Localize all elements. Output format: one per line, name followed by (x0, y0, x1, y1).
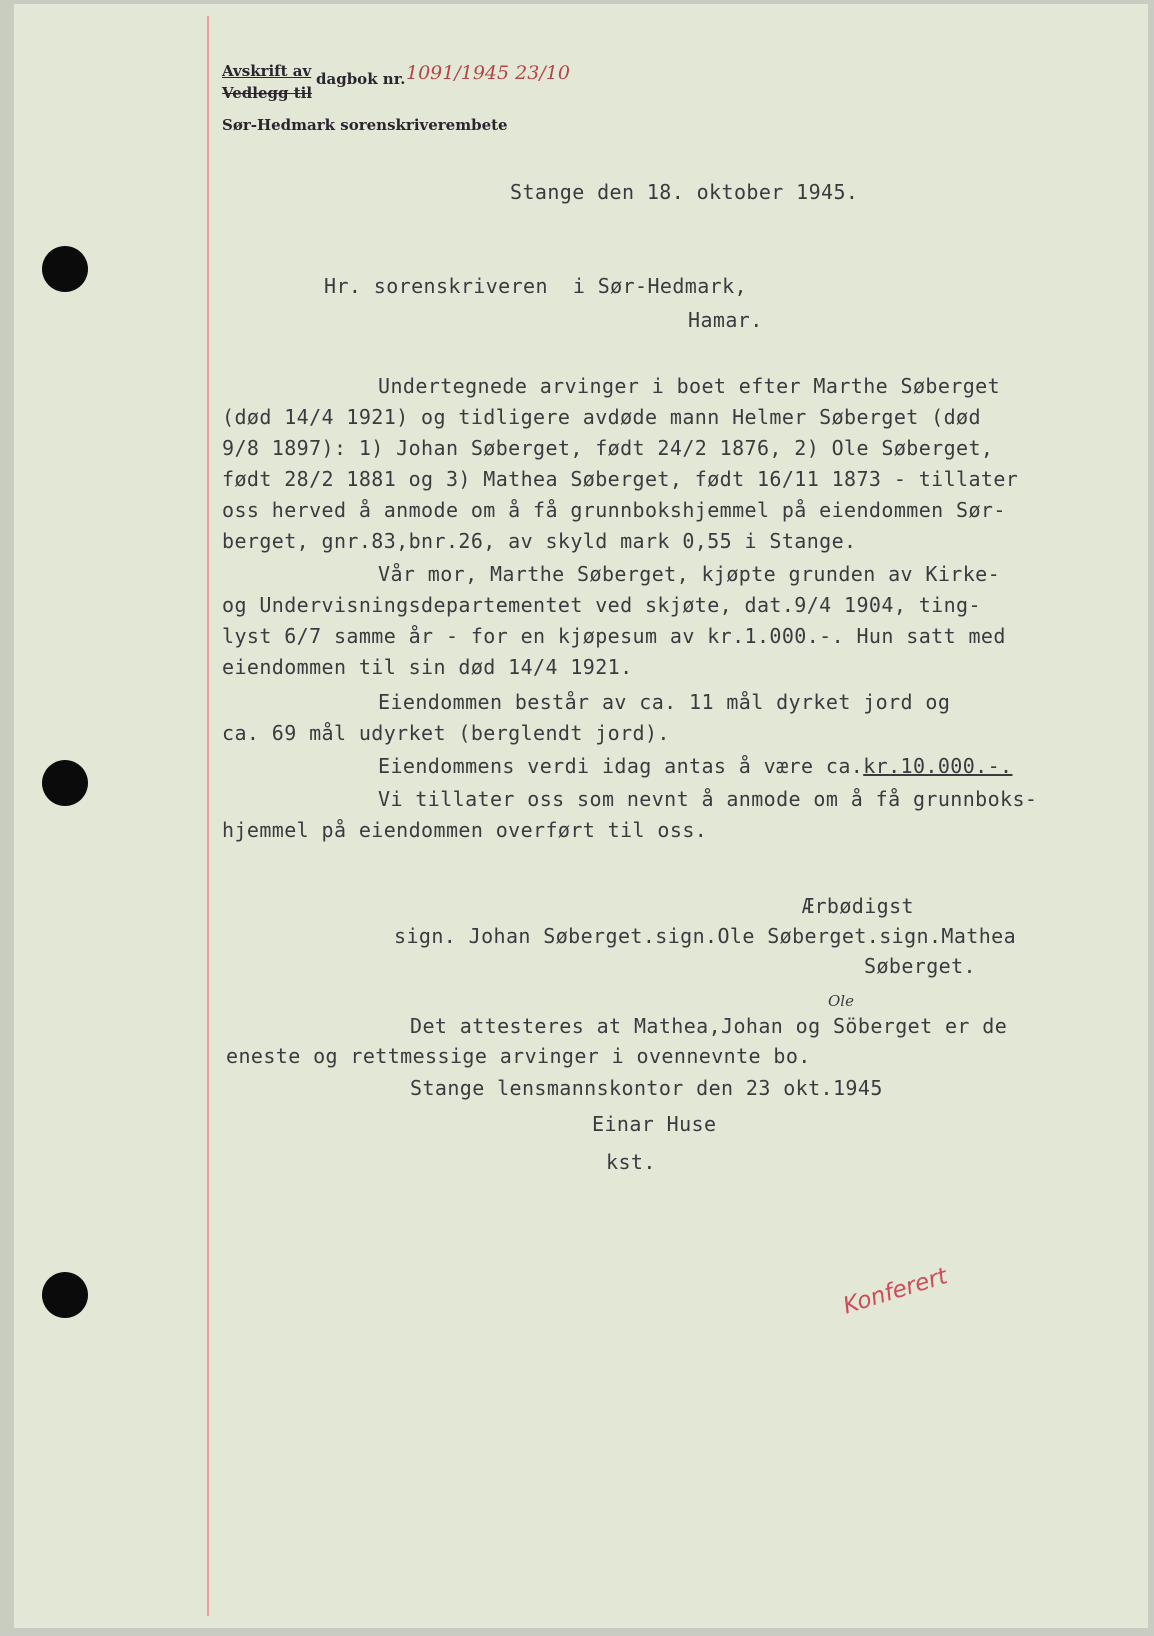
dagbok-number-handwritten: 1091/1945 23/10 (406, 62, 570, 84)
konferert-stamp: Konferert (840, 1263, 951, 1320)
para1-line-2: (død 14/4 1921) og tidligere avdøde mann Helmer Søberget (død (222, 405, 981, 429)
para1-line-6: berget, gnr.83,bnr.26, av skyld mark 0,55 i Stange. (222, 529, 857, 553)
recipient-line-2: Hamar. (688, 308, 763, 332)
signatures-line-1: sign. Johan Søberget.sign.Ole Søberget.sign.Mathea (394, 924, 1017, 948)
para2-line-3: lyst 6/7 samme år - for en kjøpesum av kr.1.000.-. Hun satt med (222, 624, 1006, 648)
para2-line-1: Vår mor, Marthe Søberget, kjøpte grunden av Kirke- (378, 562, 1001, 586)
place-date: Stange den 18. oktober 1945. (510, 180, 859, 204)
value-amount: kr.10.000.-. (863, 754, 1013, 778)
attest-line-2: eneste og rettmessige arvinger i ovennevnte bo. (226, 1044, 811, 1068)
attest-signer: Einar Huse (592, 1112, 717, 1136)
punch-hole-top (42, 246, 88, 292)
stamp-dagbok-label: dagbok nr. (316, 70, 406, 88)
para5-line-2: hjemmel på eiendommen overført til oss. (222, 818, 708, 842)
para3-line-2: ca. 69 mål udyrket (berglendt jord). (222, 721, 670, 745)
para1-line-4: født 28/2 1881 og 3) Mathea Søberget, født 16/11 1873 - tillater (222, 467, 1019, 491)
signatures-line-2: Søberget. (864, 954, 976, 978)
punch-hole-middle (42, 760, 88, 806)
attest-line-3: Stange lensmannskontor den 23 okt.1945 (410, 1076, 883, 1100)
para1-line-1: Undertegnede arvinger i boet efter Marthe Søberget (378, 374, 1001, 398)
attest-signer-title: kst. (606, 1150, 656, 1174)
recipient-line-1: Hr. sorenskriveren i Sør-Hedmark, (324, 274, 747, 298)
para5-line-1: Vi tillater oss som nevnt å anmode om å få grunnboks- (378, 787, 1038, 811)
closing: Ærbødigst (802, 894, 914, 918)
value-prefix: Eiendommens verdi idag antas å være ca. (378, 754, 864, 778)
document-page (14, 4, 1148, 1628)
para3-line-1: Eiendommen består av ca. 11 mål dyrket jord og (378, 690, 951, 714)
stamp-avskrift: Avskrift av (222, 62, 312, 80)
stamp-vedlegg: Vedlegg til (222, 84, 313, 102)
para1-line-5: oss herved å anmode om å få grunnbokshjemmel på eiendommen Sør- (222, 498, 1006, 522)
value-line (378, 754, 1013, 778)
attest-line-1: Det attesteres at Mathea,Johan og Söberget er de (410, 1014, 1008, 1038)
para2-line-4: eiendommen til sin død 14/4 1921. (222, 655, 633, 679)
margin-line (207, 16, 209, 1616)
para1-line-3: 9/8 1897): 1) Johan Søberget, født 24/2 1876, 2) Ole Søberget, (222, 436, 994, 460)
para2-line-2: og Undervisningsdepartementet ved skjøte, dat.9/4 1904, ting- (222, 593, 981, 617)
punch-hole-bottom (42, 1272, 88, 1318)
inserted-name-ole: Ole (828, 992, 854, 1010)
stamp-court: Sør-Hedmark sorenskriverembete (222, 116, 508, 134)
